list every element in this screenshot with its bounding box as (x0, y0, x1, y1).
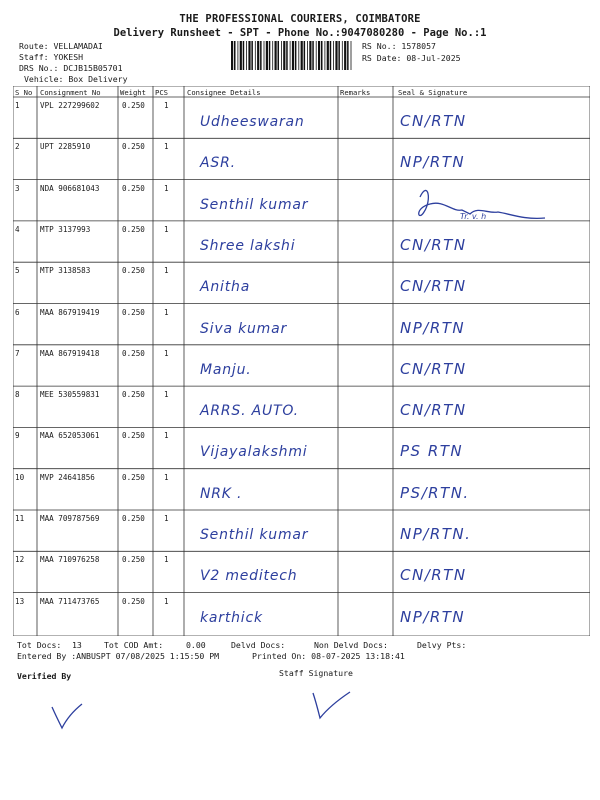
row-sno: 2 (15, 142, 20, 152)
row-pcs: 1 (164, 307, 169, 317)
row-seal-handwritten: CN/RTN (400, 566, 467, 585)
col-header-weight: Weight (120, 88, 146, 97)
row-consignee-handwritten: ASR. (200, 155, 236, 172)
row-sno: 6 (15, 307, 20, 317)
row-seal-handwritten: PS RTN (400, 442, 464, 461)
row-consignee-handwritten: Shree lakshi (200, 237, 296, 254)
row-consignee-handwritten: Manju. (200, 361, 252, 378)
row-sno: 7 (15, 348, 20, 358)
col-header-pcs: PCS (155, 88, 168, 97)
col-header-sno: S No (15, 88, 33, 97)
row-weight: 0.250 (122, 472, 145, 482)
verified-by-label: Verified By (17, 671, 72, 681)
staff-label: Staff: YOKESH (19, 52, 84, 62)
row-sno: 9 (15, 431, 20, 441)
route-label: Route: VELLAMADAI (19, 41, 103, 51)
row-pcs: 1 (164, 472, 169, 482)
rs-date: RS Date: 08-Jul-2025 (362, 53, 461, 63)
row-seal-handwritten: NP/RTN (400, 318, 466, 337)
row-consignment-no: VPL 227299602 (40, 101, 100, 110)
row-weight: 0.250 (122, 514, 145, 523)
row-sno: 4 (15, 224, 20, 234)
row-consignment-no: UPT 2285910 (40, 142, 91, 152)
barcode-icon (231, 41, 352, 70)
row-consignee-handwritten: Udheeswaran (200, 114, 305, 130)
row-consignee-handwritten: ARRS. AUTO. (200, 403, 299, 420)
row-pcs: 1 (164, 224, 169, 234)
runsheet-subtitle: Delivery Runsheet - SPT - Phone No.:9047080280 - Page No.:1 (113, 27, 487, 39)
row-weight: 0.250 (122, 390, 145, 400)
tot-docs-label: Tot Docs: (17, 640, 62, 650)
tot-docs-value: 13 (72, 640, 82, 650)
row-weight: 0.250 (122, 224, 145, 234)
col-header-remarks: Remarks (340, 88, 371, 97)
col-header-consignment: Consignment No (40, 88, 101, 97)
row-sno: 1 (15, 101, 20, 110)
row-weight: 0.250 (122, 142, 145, 152)
row-seal-handwritten: NP/RTN (400, 607, 466, 626)
col-header-consignee: Consignee Details (187, 88, 261, 97)
row-seal-handwritten: CN/RTN (400, 112, 467, 130)
row-sno: 5 (15, 266, 20, 276)
row-pcs: 1 (164, 266, 169, 276)
row-weight: 0.250 (122, 266, 145, 276)
vehicle-label: Vehicle: Box Delivery (24, 74, 128, 84)
drs-number: DRS No.: DCJB15B05701 (19, 63, 123, 73)
row-consignee-handwritten: karthick (200, 609, 263, 626)
row-consignment-no: MAA 867919419 (40, 307, 100, 317)
row-pcs: 1 (164, 390, 169, 400)
row-seal-handwritten: CN/RTN (400, 359, 467, 378)
entered-by: Entered By :ANBUSPT 07/08/2025 1:15:50 PM (17, 651, 220, 661)
row-consignment-no: MTP 3137993 (40, 224, 91, 234)
row-seal-handwritten: CN/RTN (400, 235, 467, 254)
row-pcs: 1 (164, 431, 169, 441)
non-delvd-docs-label: Non Delvd Docs: (314, 640, 388, 650)
row-pcs: 1 (164, 183, 169, 193)
row-seal-handwritten: CN/RTN (400, 401, 467, 420)
delvy-pts-label: Delvy Pts: (417, 640, 467, 650)
row-consignee-handwritten: Senthil kumar (200, 527, 309, 543)
row3-signature-initials: Tr. v. h (460, 212, 487, 221)
staff-signature-label: Staff Signature (279, 668, 353, 678)
row-weight: 0.250 (122, 183, 145, 193)
row-consignment-no: MEE 530559831 (40, 390, 100, 400)
row-seal-handwritten: PS/RTN. (400, 483, 470, 502)
row-consignee-handwritten: V2 meditech (200, 568, 298, 585)
staff-signature-mark (313, 692, 350, 718)
row-consignment-no: MAA 652053061 (40, 431, 100, 441)
row-consignment-no: MTP 3138583 (40, 266, 91, 276)
tot-cod-label: Tot COD Amt: (104, 640, 164, 650)
printed-on: Printed On: 08-07-2025 13:18:41 (252, 651, 405, 661)
row-seal-handwritten: NP/RTN (400, 153, 466, 172)
row-sno: 3 (15, 183, 20, 193)
row-consignment-no: MAA 711473765 (40, 596, 100, 606)
row-consignee-handwritten: Senthil kumar (200, 196, 309, 213)
col-header-seal: Seal & Signature (398, 88, 468, 97)
row-pcs: 1 (164, 596, 169, 606)
rs-number: RS No.: 1578057 (362, 41, 436, 51)
row-pcs: 1 (164, 101, 169, 110)
verified-signature (52, 704, 82, 728)
row-consignment-no: MAA 709787569 (40, 514, 100, 523)
row-weight: 0.250 (122, 431, 145, 441)
row-weight: 0.250 (122, 101, 145, 110)
row-pcs: 1 (164, 514, 169, 523)
row-consignee-handwritten: Siva kumar (200, 320, 288, 337)
row-sno: 11 (15, 514, 25, 523)
row-consignee-handwritten: Vijayalakshmi (200, 444, 308, 461)
delvd-docs-label: Delvd Docs: (231, 640, 286, 650)
row-sno: 12 (15, 555, 25, 565)
row-pcs: 1 (164, 348, 169, 358)
row-weight: 0.250 (122, 596, 145, 606)
row-pcs: 1 (164, 142, 169, 152)
runsheet-table (13, 86, 590, 636)
company-title: THE PROFESSIONAL COURIERS, COIMBATORE (179, 13, 421, 25)
row-consignee-handwritten: NRK . (200, 485, 243, 502)
row-consignment-no: MAA 710976258 (40, 555, 100, 565)
row-weight: 0.250 (122, 307, 145, 317)
row-seal-handwritten: NP/RTN. (400, 525, 472, 543)
row-seal-handwritten: CN/RTN (400, 277, 467, 296)
row-weight: 0.250 (122, 555, 145, 565)
row-sno: 8 (15, 390, 20, 400)
row-consignment-no: MVP 24641856 (40, 472, 95, 482)
row-consignee-handwritten: Anitha (200, 279, 251, 296)
row-consignment-no: MAA 867919418 (40, 348, 100, 358)
row-consignment-no: NDA 906681043 (40, 183, 100, 193)
row-sno: 13 (15, 596, 25, 606)
row-sno: 10 (15, 472, 25, 482)
row-pcs: 1 (164, 555, 169, 565)
row-weight: 0.250 (122, 348, 145, 358)
tot-cod-value: 0.00 (186, 640, 206, 650)
